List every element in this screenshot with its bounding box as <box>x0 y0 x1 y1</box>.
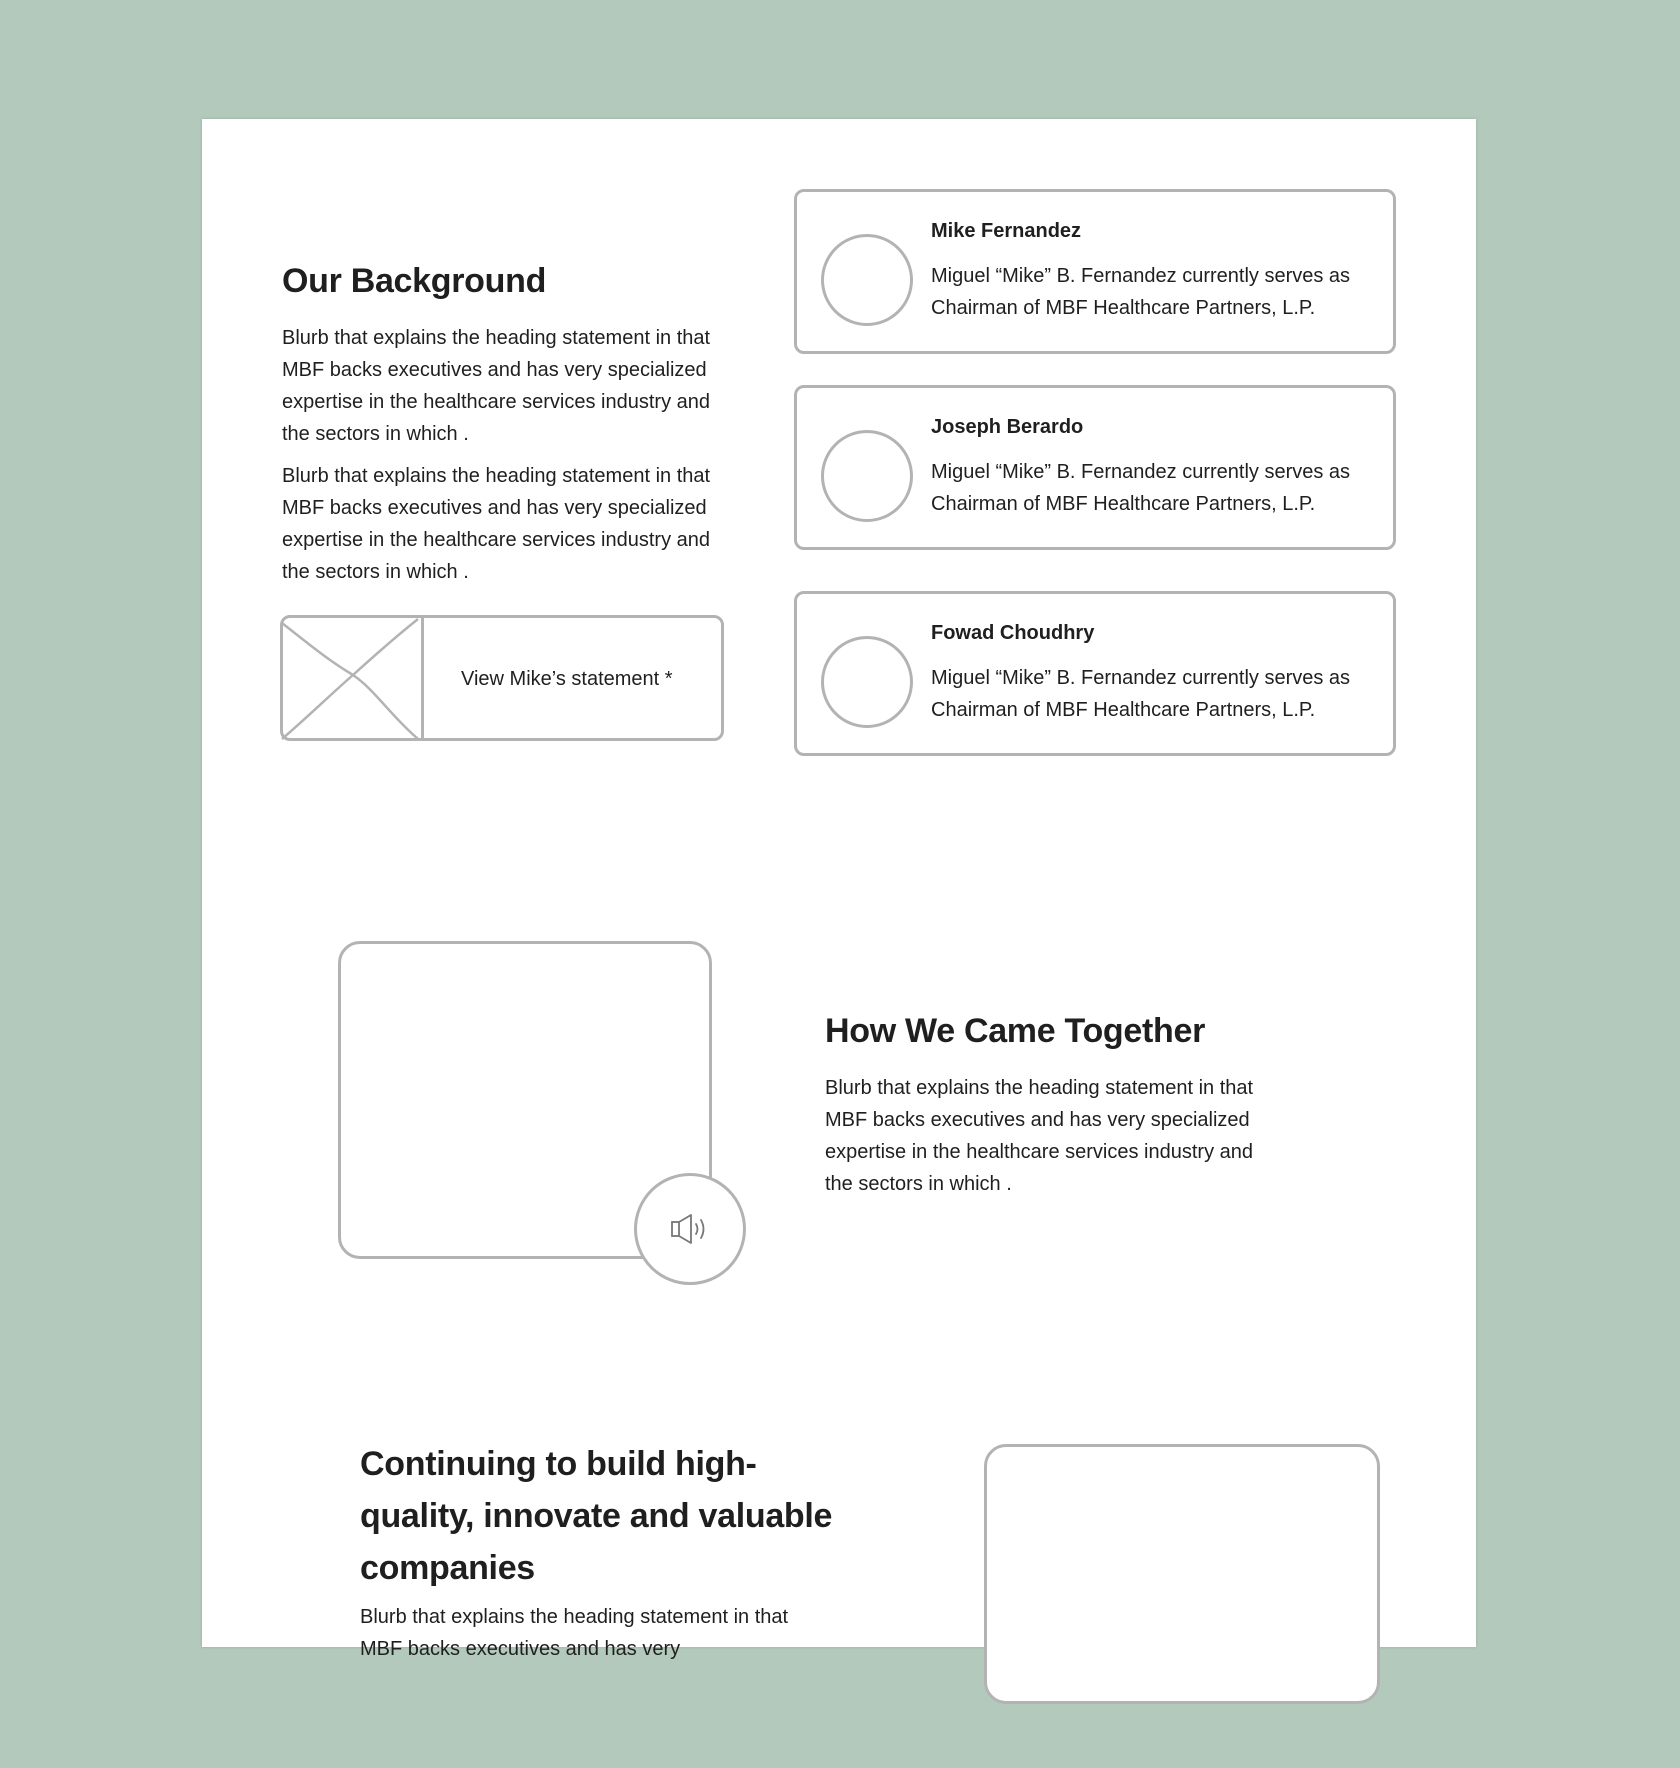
view-statement-button[interactable] <box>280 615 724 741</box>
person-name: Joseph Berardo <box>931 416 1084 438</box>
page-canvas <box>202 119 1476 1660</box>
person-card[interactable] <box>794 189 1396 354</box>
image-placeholder-icon <box>283 618 424 738</box>
person-description: Miguel “Mike” B. Fernandez currently serves as Chairman of MBF Healthcare Partners, L.P. <box>931 461 1351 515</box>
avatar <box>821 234 913 326</box>
continuing-heading: Continuing to build high-quality, innovate and valuable companies <box>360 1445 833 1587</box>
view-statement-label: View Mike’s statement * <box>461 668 673 690</box>
speaker-icon <box>670 1213 710 1245</box>
continuing-paragraph: Blurb that explains the heading statement in that MBF backs executives and has very <box>360 1606 789 1660</box>
person-description: Miguel “Mike” B. Fernandez currently serves as Chairman of MBF Healthcare Partners, L.P. <box>931 667 1351 721</box>
background-paragraph-1: Blurb that explains the heading statement in that MBF backs executives and has very specialized expertise in the healthcare services industry and the sectors in which . <box>282 327 711 445</box>
background-heading: Our Background <box>282 262 547 300</box>
avatar <box>821 636 913 728</box>
person-name: Mike Fernandez <box>931 220 1082 242</box>
audio-button[interactable] <box>634 1173 746 1285</box>
person-description: Miguel “Mike” B. Fernandez currently serves as Chairman of MBF Healthcare Partners, L.P. <box>931 265 1351 319</box>
together-paragraph: Blurb that explains the heading statement in that MBF backs executives and has very specialized expertise in the healthcare services industry and the sectors in which . <box>825 1077 1254 1195</box>
person-card[interactable] <box>794 591 1396 756</box>
together-heading: How We Came Together <box>825 1012 1206 1050</box>
image-placeholder <box>984 1444 1380 1704</box>
background-paragraph-2: Blurb that explains the heading statement in that MBF backs executives and has very specialized expertise in the healthcare services industry and the sectors in which . <box>282 465 711 583</box>
person-card[interactable] <box>794 385 1396 550</box>
avatar <box>821 430 913 522</box>
person-name: Fowad Choudhry <box>931 622 1095 644</box>
